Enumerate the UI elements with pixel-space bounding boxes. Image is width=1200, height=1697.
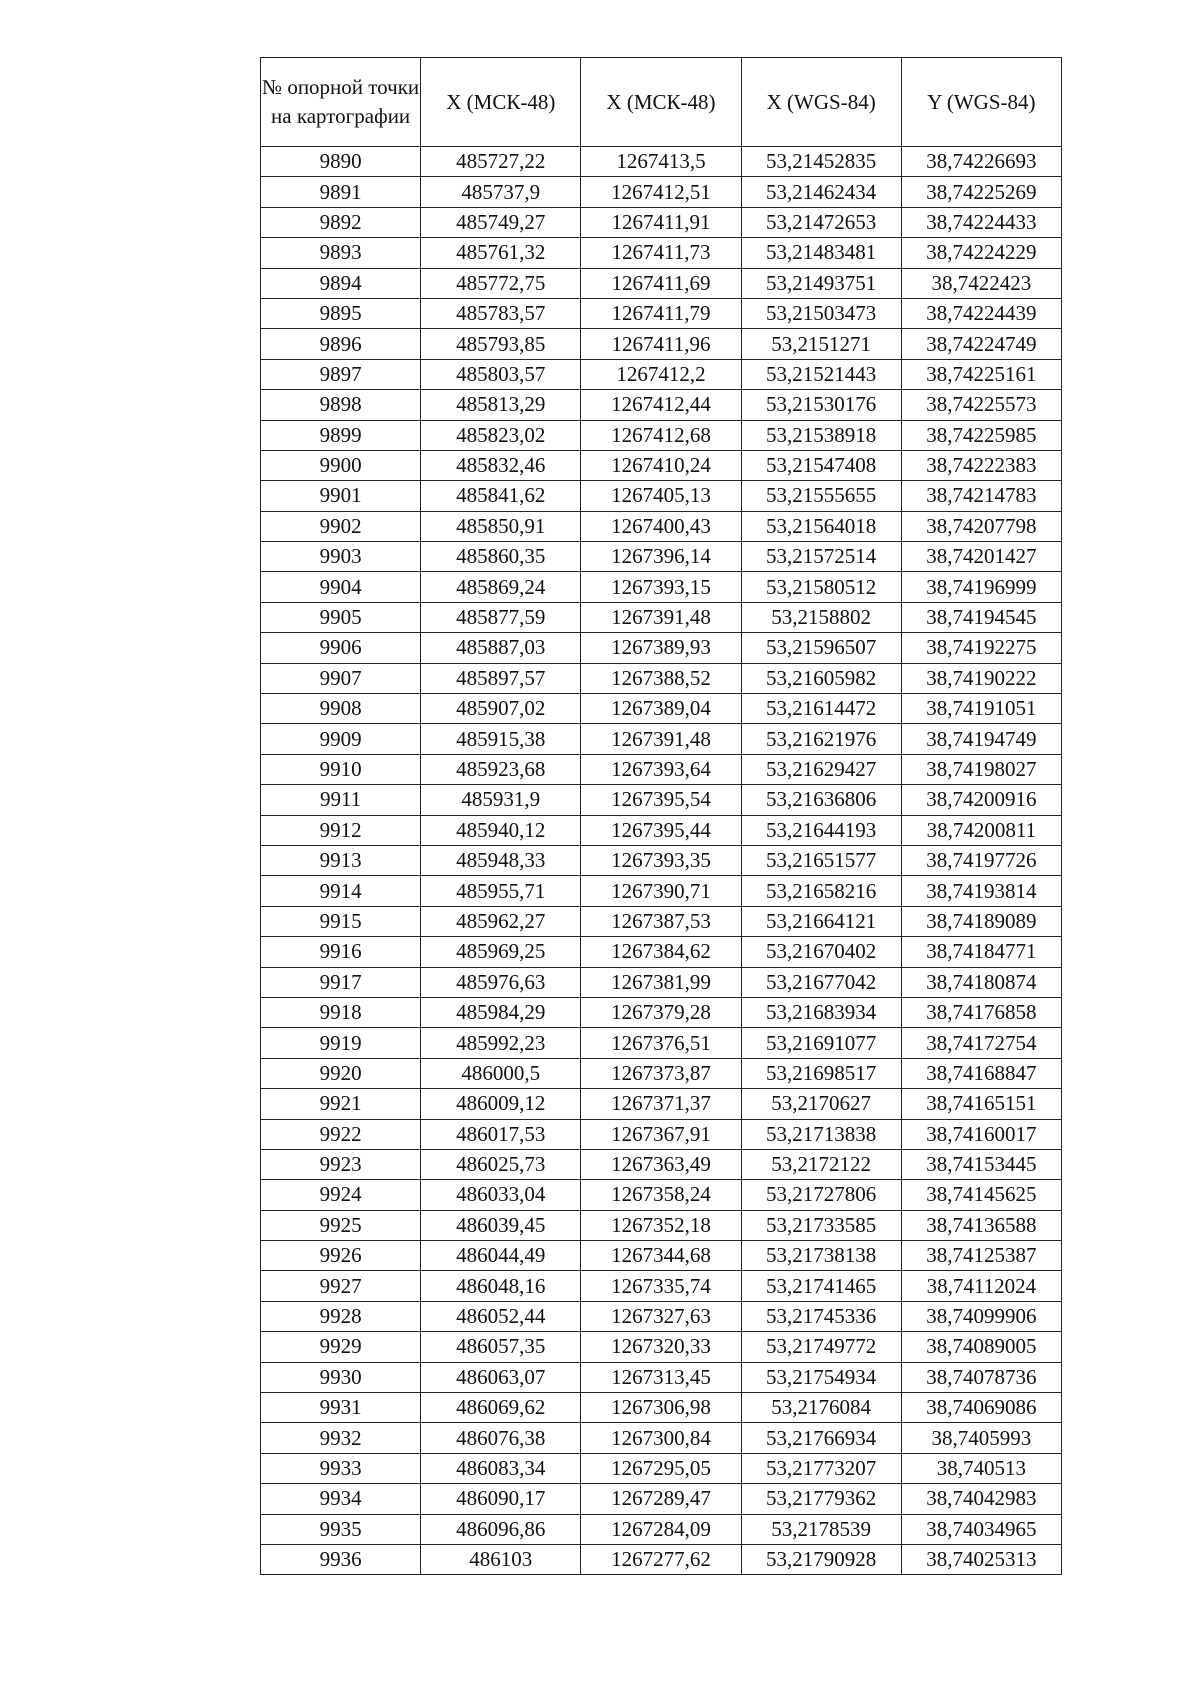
- x-msk48-second-cell: 1267410,24: [581, 450, 741, 480]
- table-row: [261, 967, 1062, 997]
- y-wgs84-cell: 38,74214783: [901, 481, 1061, 511]
- point-number-cell: 9904: [261, 572, 421, 602]
- x-wgs84-cell: 53,21621976: [741, 724, 901, 754]
- y-wgs84-cell: 38,74078736: [901, 1362, 1061, 1392]
- x-wgs84-cell: 53,21698517: [741, 1058, 901, 1088]
- x-msk48-second-cell: 1267411,96: [581, 329, 741, 359]
- table-row: [261, 390, 1062, 420]
- y-wgs84-cell: 38,74089005: [901, 1332, 1061, 1362]
- x-msk48-cell: 486017,53: [421, 1119, 581, 1149]
- x-wgs84-cell: 53,21596507: [741, 633, 901, 663]
- x-msk48-second-cell: 1267381,99: [581, 967, 741, 997]
- point-number-cell: 9897: [261, 359, 421, 389]
- y-wgs84-cell: 38,74112024: [901, 1271, 1061, 1301]
- x-msk48-second-cell: 1267396,14: [581, 542, 741, 572]
- x-msk48-second-cell: 1267379,28: [581, 997, 741, 1027]
- x-msk48-second-cell: 1267300,84: [581, 1423, 741, 1453]
- x-msk48-second-cell: 1267388,52: [581, 663, 741, 693]
- x-msk48-cell: 486052,44: [421, 1301, 581, 1331]
- y-wgs84-cell: 38,74042983: [901, 1484, 1061, 1514]
- x-wgs84-cell: 53,21462434: [741, 177, 901, 207]
- x-msk48-cell: 486063,07: [421, 1362, 581, 1392]
- point-number-cell: 9907: [261, 663, 421, 693]
- x-msk48-second-cell: 1267400,43: [581, 511, 741, 541]
- point-number-cell: 9895: [261, 298, 421, 328]
- table-row: [261, 1271, 1062, 1301]
- x-wgs84-cell: 53,2158802: [741, 602, 901, 632]
- table-row: [261, 147, 1062, 177]
- x-msk48-second-cell: 1267393,15: [581, 572, 741, 602]
- x-msk48-cell: 485955,71: [421, 876, 581, 906]
- x-msk48-cell: 485887,03: [421, 633, 581, 663]
- table-row: [261, 298, 1062, 328]
- x-msk48-second-cell: 1267387,53: [581, 906, 741, 936]
- x-wgs84-cell: 53,21472653: [741, 207, 901, 237]
- point-number-cell: 9909: [261, 724, 421, 754]
- point-number-cell: 9928: [261, 1301, 421, 1331]
- point-number-cell: 9914: [261, 876, 421, 906]
- x-msk48-cell: 485992,23: [421, 1028, 581, 1058]
- x-msk48-cell: 486039,45: [421, 1210, 581, 1240]
- y-wgs84-cell: 38,74136588: [901, 1210, 1061, 1240]
- x-msk48-cell: 485850,91: [421, 511, 581, 541]
- x-msk48-cell: 485940,12: [421, 815, 581, 845]
- x-wgs84-cell: 53,2151271: [741, 329, 901, 359]
- x-msk48-second-cell: 1267277,62: [581, 1544, 741, 1574]
- x-msk48-cell: 485915,38: [421, 724, 581, 754]
- x-wgs84-cell: 53,2176084: [741, 1393, 901, 1423]
- point-number-cell: 9891: [261, 177, 421, 207]
- x-wgs84-cell: 53,21580512: [741, 572, 901, 602]
- x-wgs84-cell: 53,21555655: [741, 481, 901, 511]
- table-row: [261, 1058, 1062, 1088]
- header-y-wgs84: Y (WGS-84): [901, 58, 1061, 147]
- header-point-number: № опорной точки на картографии: [261, 58, 421, 147]
- x-wgs84-cell: 53,21538918: [741, 420, 901, 450]
- point-number-cell: 9912: [261, 815, 421, 845]
- point-number-cell: 9924: [261, 1180, 421, 1210]
- table-row: [261, 845, 1062, 875]
- table-row: [261, 1484, 1062, 1514]
- table-row: [261, 481, 1062, 511]
- x-msk48-second-cell: 1267384,62: [581, 937, 741, 967]
- y-wgs84-cell: 38,74153445: [901, 1149, 1061, 1179]
- x-wgs84-cell: 53,21727806: [741, 1180, 901, 1210]
- x-wgs84-cell: 53,21503473: [741, 298, 901, 328]
- table-row: [261, 694, 1062, 724]
- header-row: [261, 58, 1062, 147]
- point-number-cell: 9893: [261, 238, 421, 268]
- coordinates-table: [260, 57, 1062, 1575]
- table-row: [261, 1210, 1062, 1240]
- x-msk48-second-cell: 1267395,54: [581, 785, 741, 815]
- x-msk48-second-cell: 1267352,18: [581, 1210, 741, 1240]
- point-number-cell: 9892: [261, 207, 421, 237]
- point-number-cell: 9911: [261, 785, 421, 815]
- x-wgs84-cell: 53,21766934: [741, 1423, 901, 1453]
- x-msk48-second-cell: 1267344,68: [581, 1241, 741, 1271]
- table-row: [261, 663, 1062, 693]
- point-number-cell: 9925: [261, 1210, 421, 1240]
- y-wgs84-cell: 38,74226693: [901, 147, 1061, 177]
- x-msk48-cell: 486048,16: [421, 1271, 581, 1301]
- point-number-cell: 9930: [261, 1362, 421, 1392]
- x-msk48-cell: 486103: [421, 1544, 581, 1574]
- x-wgs84-cell: 53,21644193: [741, 815, 901, 845]
- x-wgs84-cell: 53,21658216: [741, 876, 901, 906]
- x-msk48-second-cell: 1267393,35: [581, 845, 741, 875]
- y-wgs84-cell: 38,74225269: [901, 177, 1061, 207]
- point-number-cell: 9916: [261, 937, 421, 967]
- x-msk48-second-cell: 1267358,24: [581, 1180, 741, 1210]
- header-x-wgs84: X (WGS-84): [741, 58, 901, 147]
- y-wgs84-cell: 38,74194749: [901, 724, 1061, 754]
- point-number-cell: 9908: [261, 694, 421, 724]
- table-row: [261, 633, 1062, 663]
- x-msk48-cell: 486025,73: [421, 1149, 581, 1179]
- point-number-cell: 9902: [261, 511, 421, 541]
- x-wgs84-cell: 53,21564018: [741, 511, 901, 541]
- y-wgs84-cell: 38,74200916: [901, 785, 1061, 815]
- point-number-cell: 9898: [261, 390, 421, 420]
- x-msk48-cell: 486083,34: [421, 1453, 581, 1483]
- x-msk48-cell: 485813,29: [421, 390, 581, 420]
- point-number-cell: 9918: [261, 997, 421, 1027]
- x-wgs84-cell: 53,21790928: [741, 1544, 901, 1574]
- table-row: [261, 1089, 1062, 1119]
- x-msk48-second-cell: 1267376,51: [581, 1028, 741, 1058]
- y-wgs84-cell: 38,74224439: [901, 298, 1061, 328]
- table-row: [261, 1028, 1062, 1058]
- x-msk48-second-cell: 1267393,64: [581, 754, 741, 784]
- x-msk48-second-cell: 1267412,68: [581, 420, 741, 450]
- point-number-cell: 9923: [261, 1149, 421, 1179]
- table-header: [261, 58, 1062, 147]
- y-wgs84-cell: 38,74224229: [901, 238, 1061, 268]
- point-number-cell: 9903: [261, 542, 421, 572]
- table-body: [261, 147, 1062, 1575]
- y-wgs84-cell: 38,74224749: [901, 329, 1061, 359]
- x-msk48-cell: 485832,46: [421, 450, 581, 480]
- y-wgs84-cell: 38,74172754: [901, 1028, 1061, 1058]
- y-wgs84-cell: 38,74145625: [901, 1180, 1061, 1210]
- table-row: [261, 1393, 1062, 1423]
- point-number-cell: 9935: [261, 1514, 421, 1544]
- point-number-cell: 9929: [261, 1332, 421, 1362]
- x-msk48-second-cell: 1267413,5: [581, 147, 741, 177]
- x-msk48-cell: 485727,22: [421, 147, 581, 177]
- x-msk48-second-cell: 1267405,13: [581, 481, 741, 511]
- y-wgs84-cell: 38,74099906: [901, 1301, 1061, 1331]
- x-msk48-second-cell: 1267335,74: [581, 1271, 741, 1301]
- point-number-cell: 9921: [261, 1089, 421, 1119]
- table-row: [261, 815, 1062, 845]
- x-msk48-second-cell: 1267412,2: [581, 359, 741, 389]
- x-msk48-cell: 485976,63: [421, 967, 581, 997]
- point-number-cell: 9934: [261, 1484, 421, 1514]
- x-msk48-second-cell: 1267389,04: [581, 694, 741, 724]
- x-wgs84-cell: 53,21572514: [741, 542, 901, 572]
- y-wgs84-cell: 38,74176858: [901, 997, 1061, 1027]
- x-msk48-cell: 486033,04: [421, 1180, 581, 1210]
- table-row: [261, 542, 1062, 572]
- x-msk48-second-cell: 1267391,48: [581, 724, 741, 754]
- y-wgs84-cell: 38,74180874: [901, 967, 1061, 997]
- x-wgs84-cell: 53,21677042: [741, 967, 901, 997]
- x-msk48-cell: 486076,38: [421, 1423, 581, 1453]
- table-row: [261, 1332, 1062, 1362]
- x-msk48-cell: 485860,35: [421, 542, 581, 572]
- y-wgs84-cell: 38,740513: [901, 1453, 1061, 1483]
- table-row: [261, 1514, 1062, 1544]
- x-wgs84-cell: 53,21521443: [741, 359, 901, 389]
- x-msk48-second-cell: 1267371,37: [581, 1089, 741, 1119]
- x-msk48-cell: 486000,5: [421, 1058, 581, 1088]
- table-row: [261, 785, 1062, 815]
- table-row: [261, 1453, 1062, 1483]
- point-number-cell: 9890: [261, 147, 421, 177]
- y-wgs84-cell: 38,74168847: [901, 1058, 1061, 1088]
- x-wgs84-cell: 53,21651577: [741, 845, 901, 875]
- y-wgs84-cell: 38,74025313: [901, 1544, 1061, 1574]
- x-msk48-second-cell: 1267284,09: [581, 1514, 741, 1544]
- x-msk48-cell: 485931,9: [421, 785, 581, 815]
- x-msk48-second-cell: 1267395,44: [581, 815, 741, 845]
- y-wgs84-cell: 38,74225985: [901, 420, 1061, 450]
- x-msk48-cell: 485962,27: [421, 906, 581, 936]
- y-wgs84-cell: 38,74191051: [901, 694, 1061, 724]
- x-wgs84-cell: 53,21493751: [741, 268, 901, 298]
- x-msk48-cell: 486090,17: [421, 1484, 581, 1514]
- y-wgs84-cell: 38,74198027: [901, 754, 1061, 784]
- header-x-msk48-second: X (МСК-48): [581, 58, 741, 147]
- table-row: [261, 359, 1062, 389]
- x-wgs84-cell: 53,21636806: [741, 785, 901, 815]
- y-wgs84-cell: 38,74190222: [901, 663, 1061, 693]
- x-wgs84-cell: 53,21733585: [741, 1210, 901, 1240]
- x-wgs84-cell: 53,21745336: [741, 1301, 901, 1331]
- y-wgs84-cell: 38,74160017: [901, 1119, 1061, 1149]
- x-wgs84-cell: 53,21483481: [741, 238, 901, 268]
- table-row: [261, 450, 1062, 480]
- x-msk48-second-cell: 1267411,69: [581, 268, 741, 298]
- x-msk48-cell: 486044,49: [421, 1241, 581, 1271]
- x-msk48-cell: 486069,62: [421, 1393, 581, 1423]
- table-row: [261, 1544, 1062, 1574]
- x-wgs84-cell: 53,21691077: [741, 1028, 901, 1058]
- x-wgs84-cell: 53,21683934: [741, 997, 901, 1027]
- point-number-cell: 9915: [261, 906, 421, 936]
- x-msk48-cell: 485823,02: [421, 420, 581, 450]
- table-row: [261, 207, 1062, 237]
- point-number-cell: 9896: [261, 329, 421, 359]
- x-wgs84-cell: 53,21452835: [741, 147, 901, 177]
- y-wgs84-cell: 38,74207798: [901, 511, 1061, 541]
- table-row: [261, 420, 1062, 450]
- y-wgs84-cell: 38,74225573: [901, 390, 1061, 420]
- x-wgs84-cell: 53,21664121: [741, 906, 901, 936]
- x-msk48-cell: 485923,68: [421, 754, 581, 784]
- point-number-cell: 9927: [261, 1271, 421, 1301]
- point-number-cell: 9933: [261, 1453, 421, 1483]
- x-msk48-cell: 485984,29: [421, 997, 581, 1027]
- table-row: [261, 1119, 1062, 1149]
- x-msk48-cell: 486096,86: [421, 1514, 581, 1544]
- x-msk48-cell: 485793,85: [421, 329, 581, 359]
- table-row: [261, 1362, 1062, 1392]
- table-row: [261, 511, 1062, 541]
- x-msk48-second-cell: 1267313,45: [581, 1362, 741, 1392]
- point-number-cell: 9926: [261, 1241, 421, 1271]
- point-number-cell: 9920: [261, 1058, 421, 1088]
- point-number-cell: 9913: [261, 845, 421, 875]
- table-row: [261, 177, 1062, 207]
- y-wgs84-cell: 38,74125387: [901, 1241, 1061, 1271]
- point-number-cell: 9919: [261, 1028, 421, 1058]
- y-wgs84-cell: 38,74196999: [901, 572, 1061, 602]
- table-row: [261, 1301, 1062, 1331]
- x-msk48-cell: 485761,32: [421, 238, 581, 268]
- y-wgs84-cell: 38,74034965: [901, 1514, 1061, 1544]
- y-wgs84-cell: 38,74069086: [901, 1393, 1061, 1423]
- x-wgs84-cell: 53,21741465: [741, 1271, 901, 1301]
- x-msk48-cell: 485869,24: [421, 572, 581, 602]
- y-wgs84-cell: 38,74201427: [901, 542, 1061, 572]
- x-wgs84-cell: 53,2172122: [741, 1149, 901, 1179]
- x-msk48-cell: 485772,75: [421, 268, 581, 298]
- table-row: [261, 268, 1062, 298]
- point-number-cell: 9931: [261, 1393, 421, 1423]
- table-row: [261, 724, 1062, 754]
- x-msk48-cell: 485877,59: [421, 602, 581, 632]
- header-x-msk48: X (МСК-48): [421, 58, 581, 147]
- x-msk48-second-cell: 1267389,93: [581, 633, 741, 663]
- x-wgs84-cell: 53,2170627: [741, 1089, 901, 1119]
- x-msk48-cell: 485907,02: [421, 694, 581, 724]
- point-number-cell: 9936: [261, 1544, 421, 1574]
- x-msk48-second-cell: 1267289,47: [581, 1484, 741, 1514]
- x-msk48-second-cell: 1267363,49: [581, 1149, 741, 1179]
- y-wgs84-cell: 38,74193814: [901, 876, 1061, 906]
- table-row: [261, 602, 1062, 632]
- x-wgs84-cell: 53,21670402: [741, 937, 901, 967]
- table-row: [261, 329, 1062, 359]
- x-msk48-second-cell: 1267412,51: [581, 177, 741, 207]
- x-msk48-second-cell: 1267306,98: [581, 1393, 741, 1423]
- y-wgs84-cell: 38,74165151: [901, 1089, 1061, 1119]
- x-msk48-cell: 486009,12: [421, 1089, 581, 1119]
- y-wgs84-cell: 38,7405993: [901, 1423, 1061, 1453]
- y-wgs84-cell: 38,74225161: [901, 359, 1061, 389]
- point-number-cell: 9901: [261, 481, 421, 511]
- x-msk48-second-cell: 1267373,87: [581, 1058, 741, 1088]
- x-msk48-second-cell: 1267412,44: [581, 390, 741, 420]
- x-wgs84-cell: 53,21779362: [741, 1484, 901, 1514]
- x-msk48-cell: 485948,33: [421, 845, 581, 875]
- x-msk48-second-cell: 1267320,33: [581, 1332, 741, 1362]
- y-wgs84-cell: 38,74184771: [901, 937, 1061, 967]
- x-wgs84-cell: 53,21754934: [741, 1362, 901, 1392]
- table-row: [261, 1149, 1062, 1179]
- x-wgs84-cell: 53,21749772: [741, 1332, 901, 1362]
- x-msk48-cell: 485749,27: [421, 207, 581, 237]
- point-number-cell: 9932: [261, 1423, 421, 1453]
- table-row: [261, 876, 1062, 906]
- x-msk48-cell: 485841,62: [421, 481, 581, 511]
- point-number-cell: 9906: [261, 633, 421, 663]
- table-row: [261, 937, 1062, 967]
- x-msk48-cell: 486057,35: [421, 1332, 581, 1362]
- y-wgs84-cell: 38,74224433: [901, 207, 1061, 237]
- x-msk48-cell: 485737,9: [421, 177, 581, 207]
- table-row: [261, 1241, 1062, 1271]
- y-wgs84-cell: 38,74189089: [901, 906, 1061, 936]
- y-wgs84-cell: 38,7422423: [901, 268, 1061, 298]
- x-wgs84-cell: 53,21629427: [741, 754, 901, 784]
- x-wgs84-cell: 53,21547408: [741, 450, 901, 480]
- table-row: [261, 1180, 1062, 1210]
- point-number-cell: 9910: [261, 754, 421, 784]
- x-msk48-second-cell: 1267411,73: [581, 238, 741, 268]
- point-number-cell: 9900: [261, 450, 421, 480]
- x-msk48-cell: 485783,57: [421, 298, 581, 328]
- y-wgs84-cell: 38,74222383: [901, 450, 1061, 480]
- table-row: [261, 906, 1062, 936]
- x-wgs84-cell: 53,21605982: [741, 663, 901, 693]
- y-wgs84-cell: 38,74197726: [901, 845, 1061, 875]
- point-number-cell: 9894: [261, 268, 421, 298]
- x-wgs84-cell: 53,21773207: [741, 1453, 901, 1483]
- x-msk48-second-cell: 1267411,91: [581, 207, 741, 237]
- x-wgs84-cell: 53,21713838: [741, 1119, 901, 1149]
- x-wgs84-cell: 53,21738138: [741, 1241, 901, 1271]
- y-wgs84-cell: 38,74192275: [901, 633, 1061, 663]
- x-msk48-second-cell: 1267295,05: [581, 1453, 741, 1483]
- table-row: [261, 754, 1062, 784]
- x-msk48-cell: 485969,25: [421, 937, 581, 967]
- x-msk48-second-cell: 1267391,48: [581, 602, 741, 632]
- table-row: [261, 572, 1062, 602]
- point-number-cell: 9905: [261, 602, 421, 632]
- x-msk48-cell: 485803,57: [421, 359, 581, 389]
- x-msk48-second-cell: 1267411,79: [581, 298, 741, 328]
- x-msk48-second-cell: 1267390,71: [581, 876, 741, 906]
- x-wgs84-cell: 53,21530176: [741, 390, 901, 420]
- x-msk48-cell: 485897,57: [421, 663, 581, 693]
- x-msk48-second-cell: 1267327,63: [581, 1301, 741, 1331]
- y-wgs84-cell: 38,74194545: [901, 602, 1061, 632]
- point-number-cell: 9899: [261, 420, 421, 450]
- point-number-cell: 9922: [261, 1119, 421, 1149]
- table-row: [261, 1423, 1062, 1453]
- x-wgs84-cell: 53,2178539: [741, 1514, 901, 1544]
- table-row: [261, 997, 1062, 1027]
- table-row: [261, 238, 1062, 268]
- x-wgs84-cell: 53,21614472: [741, 694, 901, 724]
- x-msk48-second-cell: 1267367,91: [581, 1119, 741, 1149]
- y-wgs84-cell: 38,74200811: [901, 815, 1061, 845]
- point-number-cell: 9917: [261, 967, 421, 997]
